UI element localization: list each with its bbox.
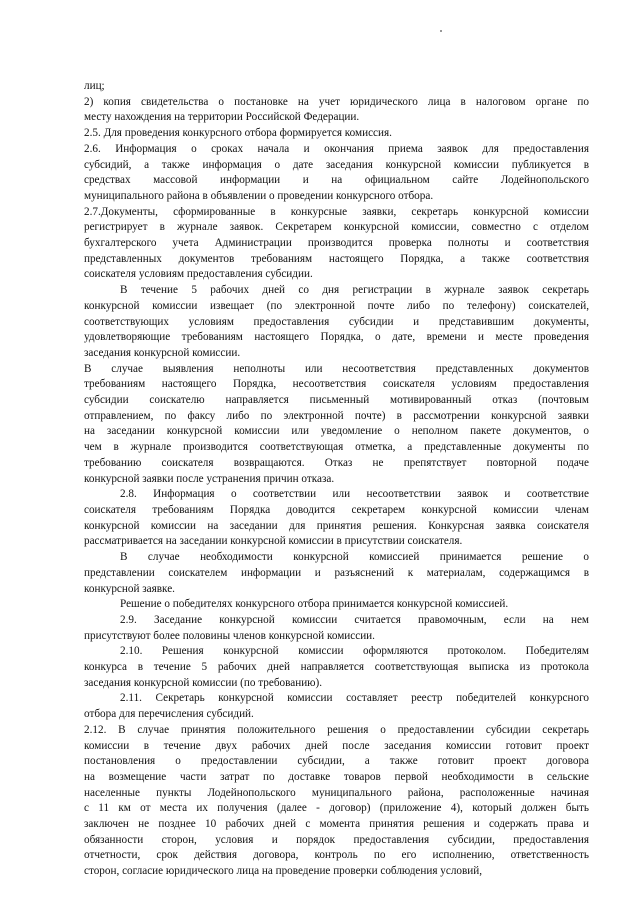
text-line: субсидии соискателю направляется письменный мотивированный отказ (почтовым (84, 394, 589, 407)
text-line: конкурсной комиссии на заседании для принятия решения. Конкурсная заявка соискателя (84, 519, 589, 532)
text-line: субсидий, а также информация о дате заседания конкурсной комиссии публикуется в (84, 158, 589, 171)
text-line: 2.11. Секретарь конкурсной комиссии составляет реестр победителей конкурсного (120, 692, 589, 705)
text-line: чем в журнале производится соответствующая отметка, а представленные документы по (84, 441, 589, 454)
text-line: 2.6. Информация о сроках начала и окончания приема заявок для предоставления (84, 142, 589, 155)
text-line: соискателя требованиям Порядка доводится секретарем конкурсной комиссии членам (84, 503, 589, 516)
scan-speck (440, 30, 442, 32)
text-line: средствах массовой информации и на официальном сайте Лодейнопольского (84, 174, 589, 187)
text-line: присутствуют более половины членов конкурсной комиссии. (84, 629, 375, 642)
paragraph (84, 283, 589, 362)
text-line: населенные пункты Лодейнопольского муниципального района, расположенные начиная (84, 786, 589, 799)
text-line: 2.5. Для проведения конкурсного отбора формируется комиссия. (84, 127, 392, 140)
document-body (84, 79, 589, 880)
text-line: представлении соискателем информации и разъяснений к материалам, содержащимся в (84, 566, 589, 579)
text-line: Решение о победителях конкурсного отбора принимается конкурсной комиссией. (120, 598, 509, 611)
text-line: конкурсной заявке. (84, 582, 175, 595)
text-line: требованиям настоящего Порядка, несоответствия соискателя условиям предоставления (84, 378, 589, 391)
text-line: 2.7.Документы, сформированные в конкурсные заявки, секретарь конкурсной комиссии (84, 205, 589, 218)
text-line: комиссии в течение двух рабочих дней после заседания комиссии готовит проект (84, 739, 589, 752)
text-line: отчетности, срок действия договора, контроль по его исполнению, ответственность (84, 849, 589, 862)
paragraph (84, 550, 589, 597)
text-line: требованию соискателя возвращаются. Отказ не препятствует повторной подаче (84, 456, 589, 469)
text-line: обязанности сторон, условия и порядок предоставления субсидии, предоставления (84, 833, 589, 846)
text-line: заключен не позднее 10 рабочих дней с момента принятия решения и содержать права и (84, 818, 589, 831)
paragraph (84, 142, 589, 205)
text-line: 2.10. Решения конкурсной комиссии оформляются протоколом. Победителям (120, 645, 589, 658)
text-line: на заседании конкурсной комиссии или уведомление о неполном пакете документов, о (84, 425, 589, 438)
paragraph (84, 691, 589, 722)
text-line: постановления о предоставлении субсидии, а также готовит проект договора (84, 755, 589, 768)
text-line: заседания конкурсной комиссии (по требованию). (84, 676, 323, 689)
text-line: представленных документов требованиям настоящего Порядка, а также соответствия (84, 252, 589, 265)
paragraph (84, 95, 589, 126)
text-line: 2.9. Заседание конкурсной комиссии считается правомочным, если на нем (120, 613, 589, 626)
text-line: месту нахождения на территории Российской Федерации. (84, 111, 360, 124)
paragraph (84, 79, 589, 95)
text-line: соответствующих условиям предоставления субсидии и представившим документы, (84, 315, 589, 328)
text-line: бухгалтерского учета Администрации производится проверка полноты и соответствия (84, 237, 589, 250)
text-line: конкурса в течение 5 рабочих дней направляется соответствующая выписка из протокола (84, 661, 589, 674)
text-line: конкурсной заявки после устранения причин отказа. (84, 472, 335, 485)
paragraph (84, 644, 589, 691)
text-line: на возмещение части затрат по доставке товаров первой необходимости в сельские (84, 770, 589, 783)
text-line: сторон, согласие юридического лица на проведение проверки соблюдения условий, (84, 865, 483, 878)
text-line: муниципального района в объявлении о проведении конкурсного отбора. (84, 189, 434, 202)
text-line: лиц; (84, 80, 105, 92)
text-line: с 11 км от места их получения (далее - договор) (приложение 4), который должен быть (84, 802, 589, 815)
text-line: В течение 5 рабочих дней со дня регистрации в журнале заявок секретарь (120, 284, 589, 297)
paragraph (84, 362, 589, 488)
text-line: удовлетворяющие требованиям настоящего Порядка, о дате, времени и месте проведения (84, 331, 589, 344)
text-line: соискателя условиям предоставления субсидии. (84, 268, 313, 281)
text-line: конкурсной комиссии извещает (по электронной почте либо по телефону) соискателей, (84, 299, 589, 312)
text-line: 2.12. В случае принятия положительного решения о предоставлении субсидии секретарь (84, 723, 589, 736)
paragraph (84, 487, 589, 550)
text-line: 2.8. Информация о соответствии или несоответствии заявок и соответствие (120, 488, 589, 501)
paragraph (84, 126, 589, 142)
text-line: отправлением, по факсу либо по электронной почте) в рассмотрении конкурсной заявки (84, 409, 589, 422)
text-line: отбора для перечисления субсидий. (84, 708, 254, 721)
text-line: 2) копия свидетельства о постановке на учет юридического лица в налоговом органе по (84, 95, 589, 108)
text-line: заседания конкурсной комиссии. (84, 346, 241, 359)
paragraph (84, 205, 589, 284)
paragraph (84, 613, 589, 644)
text-line: В случае необходимости конкурсной комиссией принимается решение о (120, 551, 589, 564)
paragraph (84, 723, 589, 880)
text-line: В случае выявления неполноты или несоответствия представленных документов (84, 362, 589, 375)
text-line: рассматривается на заседании конкурсной комиссии в присутствии соискателя. (84, 535, 463, 548)
text-line: регистрирует в журнале заявок. Секретарем конкурсной комиссии, совместно с отделом (84, 221, 589, 234)
paragraph (84, 597, 589, 613)
